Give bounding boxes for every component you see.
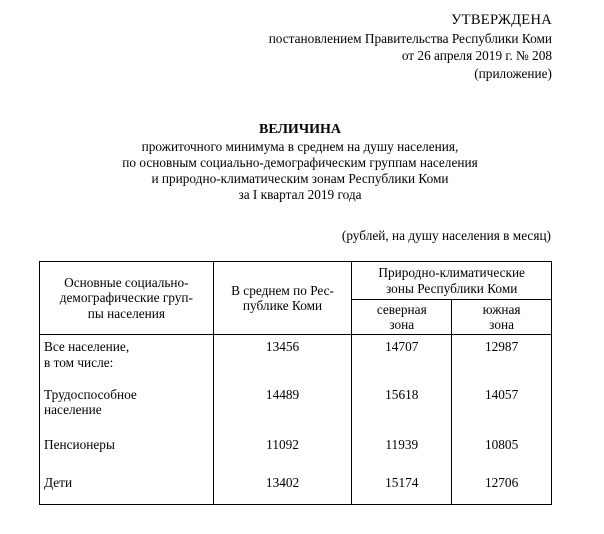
heading-main: ВЕЛИЧИНА (259, 122, 341, 137)
table-row (40, 437, 552, 475)
document-heading (60, 122, 540, 203)
header-groups-line-1: Основные социально- (64, 274, 189, 290)
cell-average: 11092 (213, 437, 352, 475)
cell-average: 14489 (213, 387, 352, 437)
heading-line-2: по основным социально-демографическим группам населения (122, 155, 478, 170)
table-row (40, 387, 552, 437)
header-north-line-1: северная (376, 301, 427, 317)
cell-south: 12987 (452, 335, 552, 387)
cell-south: 14057 (452, 387, 552, 437)
row-label (40, 387, 214, 437)
header-groups-line-3: пы населения (87, 305, 165, 321)
row-label-line-1: Трудоспособное (44, 386, 137, 402)
header-average-line-2: публике Коми (242, 298, 323, 313)
cell-average: 13456 (213, 335, 352, 387)
header-zones-line-1: Природно-климатические (378, 265, 525, 280)
approval-line-2: от 26 апреля 2019 г. № 208 (401, 48, 552, 63)
cell-north: 11939 (352, 437, 452, 475)
cell-south: 10805 (452, 437, 552, 475)
row-label (40, 335, 214, 387)
header-groups-line-2: демографические груп- (59, 290, 193, 306)
header-average (213, 262, 352, 335)
header-zones-line-2: зоны Республики Коми (386, 280, 518, 296)
row-label: Пенсионеры (40, 437, 214, 475)
header-north-line-2: зона (389, 317, 415, 332)
header-south-zone (452, 300, 552, 335)
table-row (40, 335, 552, 387)
table-row (40, 475, 552, 505)
heading-line-3: и природно-климатическим зонам Республики Коми (151, 171, 449, 186)
header-average-line-1: В среднем по Рес- (231, 282, 334, 298)
subsistence-table (39, 261, 552, 505)
approval-title: УТВЕРЖДЕНА (451, 12, 552, 28)
approval-line-3: (приложение) (474, 65, 552, 81)
heading-line-4: за I квартал 2019 года (238, 187, 362, 202)
approval-block (269, 12, 552, 82)
cell-south: 12706 (452, 475, 552, 505)
cell-north: 14707 (352, 335, 452, 387)
cell-average: 13402 (213, 475, 352, 505)
cell-north: 15618 (352, 387, 452, 437)
cell-north: 15174 (352, 475, 452, 505)
header-north-zone (352, 300, 452, 335)
header-zones (352, 262, 552, 300)
row-label-line-2: население (44, 402, 102, 417)
header-south-line-1: южная (482, 301, 521, 317)
units-note: (рублей, на душу населения в месяц) (341, 228, 551, 243)
row-label-line-1: Все население, (44, 339, 130, 354)
approval-line-1: постановлением Правительства Республики Коми (268, 30, 552, 46)
heading-line-1: прожиточного минимума в среднем на душу населения, (141, 139, 459, 154)
header-south-line-2: зона (489, 317, 515, 332)
row-label: Дети (40, 475, 214, 505)
row-label-line-2: в том числе: (44, 354, 114, 370)
header-groups (40, 262, 214, 335)
